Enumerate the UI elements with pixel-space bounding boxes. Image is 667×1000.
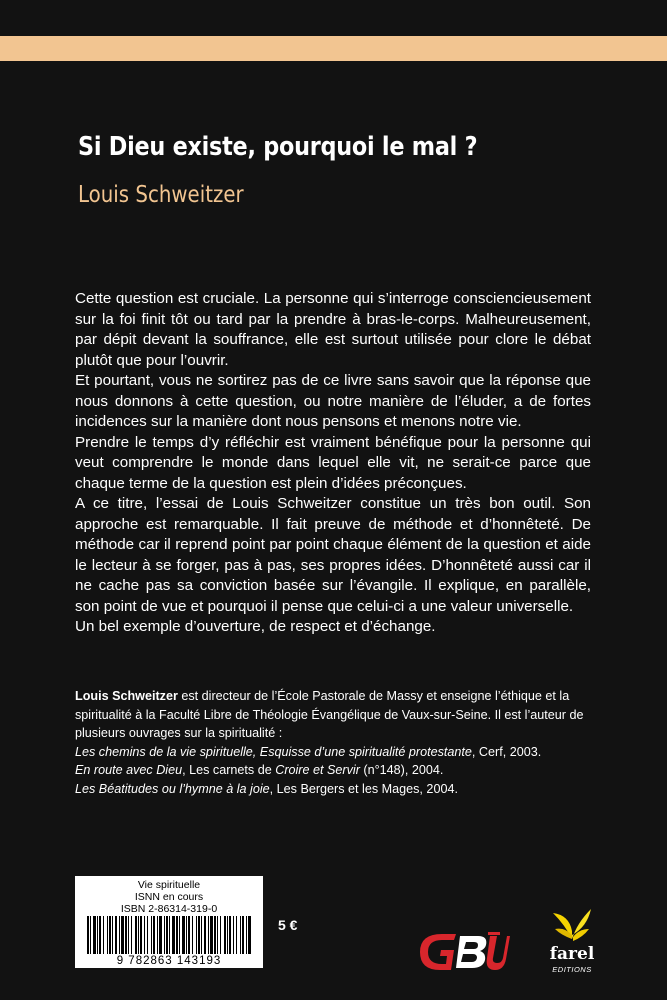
barcode-bar xyxy=(128,916,129,954)
barcode-bar xyxy=(182,916,185,954)
barcode-bar xyxy=(121,916,124,954)
barcode-bar xyxy=(208,916,209,954)
barcode-bar xyxy=(236,916,237,954)
description-paragraph: Prendre le temps d’y réfléchir est vraiment bénéfique pour la personne qui veut comprendre le monde dans lequel elle vit, ne serait-ce parce que chaque terme de la question est plein d’idées préconçues. xyxy=(75,433,591,492)
farel-wordmark: farel xyxy=(549,944,595,964)
barcode-bar xyxy=(140,916,142,954)
barcode-bar xyxy=(115,916,117,954)
barcode-bar xyxy=(93,916,96,954)
book-title: Si Dieu existe, pourquoi le mal ? xyxy=(78,132,478,162)
barcode-bar xyxy=(135,916,137,954)
barcode-bar xyxy=(210,916,213,954)
farel-logo xyxy=(547,905,597,980)
barcode-bar xyxy=(159,916,162,954)
barcode-bar xyxy=(138,916,139,954)
butterfly-icon xyxy=(547,905,597,945)
barcode-bar xyxy=(224,916,226,954)
barcode-bar xyxy=(119,916,120,954)
barcode-bar xyxy=(172,916,175,954)
barcode-bar xyxy=(220,916,221,954)
barcode-bar xyxy=(109,916,111,954)
work-title: En route avec Dieu xyxy=(75,763,183,778)
bio-author-name: Louis Schweitzer xyxy=(75,689,178,703)
barcode-issn: ISNN en cours xyxy=(134,891,204,903)
barcode-bar xyxy=(233,916,234,954)
barcode-category: Vie spirituelle xyxy=(137,879,201,891)
bio-intro xyxy=(75,687,595,743)
barcode-isbn: ISBN 2-86314-319-0 xyxy=(120,903,218,915)
barcode-bar xyxy=(87,916,89,954)
barcode-bars xyxy=(87,916,251,954)
barcode-bar xyxy=(246,916,247,954)
bio-work xyxy=(75,780,595,799)
barcode-bar xyxy=(188,916,190,954)
barcode-bar xyxy=(240,916,241,954)
barcode-bar xyxy=(90,916,91,954)
farel-editions: EDITIONS xyxy=(552,965,592,974)
barcode-bar xyxy=(214,916,216,954)
barcode-bar xyxy=(97,916,98,954)
gbu-logo xyxy=(416,930,510,972)
barcode-bar xyxy=(204,916,206,954)
barcode-bar xyxy=(153,916,155,954)
author-bio xyxy=(75,687,595,799)
barcode-bar xyxy=(107,916,108,954)
barcode-bar xyxy=(99,916,101,954)
work-title: Les Béatitudes ou l’hymne à la joie xyxy=(75,781,270,796)
barcode-bar xyxy=(217,916,218,954)
barcode-bar xyxy=(186,916,187,954)
barcode-bar xyxy=(198,916,200,954)
price: 5 € xyxy=(278,917,298,933)
work-details: , Cerf, 2003. xyxy=(471,744,542,759)
barcode-bar xyxy=(147,916,148,954)
barcode-bar xyxy=(131,916,132,954)
barcode-bar xyxy=(144,916,145,954)
description-paragraph: Cette question est cruciale. La personne qui s’interroge consciencieusement sur la foi finit tôt ou tard par la prendre à bras-le-corps. Malheureusement, par dépit devant la souffrance, elle est surtout utilisée pour clore le débat plutôt que pour l’ouvrir. xyxy=(75,290,591,369)
top-color-band xyxy=(0,36,667,61)
barcode-bar xyxy=(227,916,228,954)
barcode-bar xyxy=(176,916,178,954)
barcode-bar xyxy=(242,916,244,954)
barcode-bar xyxy=(179,916,180,954)
bio-work xyxy=(75,743,595,762)
barcode-bar xyxy=(229,916,231,954)
bio-work xyxy=(75,761,595,780)
description-paragraph: Et pourtant, vous ne sortirez pas de ce livre sans savoir que la réponse que nous donnons à cette question, ou notre manière de l’éluder, a de fortes incidences sur la manière dont nous pensons et menons notre vie. xyxy=(75,372,591,430)
barcode-bar xyxy=(151,916,152,954)
barcode-bar xyxy=(157,916,158,954)
barcode-bar xyxy=(201,916,202,954)
description-paragraph: Un bel exemple d’ouverture, de respect et d’échange. xyxy=(75,618,436,635)
barcode-bar xyxy=(103,916,104,954)
barcode-bar xyxy=(196,916,197,954)
barcode-bar xyxy=(166,916,168,954)
back-cover-description xyxy=(75,289,591,638)
barcode-bar xyxy=(192,916,193,954)
barcode-info xyxy=(75,876,263,915)
work-details: (n°148), 2004. xyxy=(359,763,444,778)
barcode-bar xyxy=(125,916,127,954)
barcode-label xyxy=(75,876,263,968)
barcode-bar xyxy=(248,916,251,954)
barcode-bar xyxy=(112,916,113,954)
barcode-digits: 9 782863 143193 xyxy=(116,955,222,967)
work-details: , Les Bergers et les Mages, 2004. xyxy=(269,781,458,796)
bio-intro-text: est directeur de l’École Pastorale de Massy et enseigne l’éthique et la spiritualité à la Faculté Libre de Théologie Évangélique de Vaux-sur-Seine. Il est l’auteur de plusieurs ouvrages sur la spiritualité : xyxy=(75,689,584,741)
work-series: Croire et Servir xyxy=(275,763,360,778)
barcode-bar xyxy=(164,916,165,954)
barcode-bar xyxy=(169,916,170,954)
description-paragraph: A ce titre, l’essai de Louis Schweitzer constitue un très bon outil. Son approche est remarquable. Il fait preuve de méthode et d’honnêteté. De méthode car il reprend point par point chaque élément de la question et aide le lecteur à se forger, pas à pas, ses propres idées. D’honnêteté aussi car il ne cache pas sa conviction basée sur l’évangile. Il explique, en parallèle, son point de vue et pourquoi il pense que celui-ci a une valeur universelle. xyxy=(75,495,591,615)
work-details: , Les carnets de xyxy=(182,763,276,778)
work-title: Les chemins de la vie spirituelle, Esquisse d’une spiritualité protestante xyxy=(75,744,472,759)
book-author: Louis Schweitzer xyxy=(78,182,244,208)
